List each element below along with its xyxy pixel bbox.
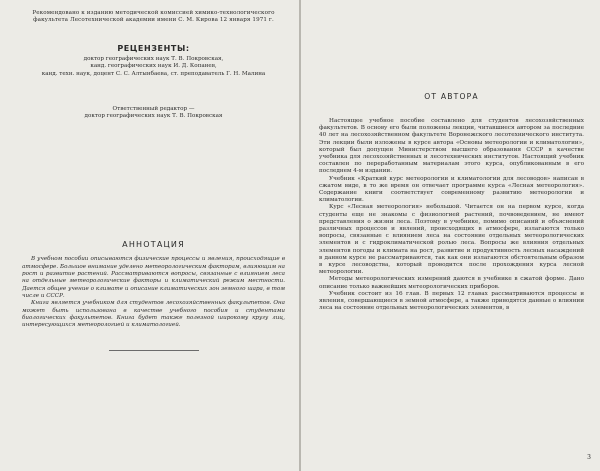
page-number: 3 <box>587 454 591 461</box>
preface-paragraph: Учебник состоит из 16 глав. В первых 12 главах рассматриваются процессы и явления, совершающиеся в земной атмосфере, а также приводятся данные о влиянии леса на состояние отдельных метеорологических элементов, в <box>319 290 584 312</box>
reviewer-line: канд. техн. наук, доцент С. С. Алтынбаева, ст. преподаватель Г. Н. Малина <box>41 70 266 77</box>
preface-paragraph: Учебник «Краткий курс метеорологии и климатологии для лесоводов» написан в сжатом виде, в то же время он отвечает программе курса «Лесная метеорология». Содержание книги соответствует современному развитию метеорологии и климатологии. <box>319 175 584 204</box>
reviewers-list <box>22 56 285 78</box>
annotation-text <box>22 256 285 329</box>
preface-paragraph: Настоящее учебное пособие составлено для студентов лесохозяйственных факультетов. В основу его были положены лекции, читавшиеся автором за последние 40 лет на лесохозяйственном факультете Воронежского лесотехнического института. Эти лекции были изложены в курсе автора «Основы метеорологии и климатологии», который был допущен Министерством высшего образования СССР в качестве учебника для лесохозяйственных и лесотехнических институтов. Настоящий учебник составлен по переработанным материалам этого курса, опубликованным в его последнем 4-м издании. <box>319 118 584 175</box>
reviewer-line: канд. географических наук И. Д. Копанев, <box>90 63 217 70</box>
annotation-paragraph: Книга является учебником для студентов лесохозяйственных факультетов. Она может быть использована в качестве учебного пособия и студентами биологических факультетов. Книга будет также полезной широкому кругу лиц, интересующихся метеорологией и климатологией. <box>22 300 285 329</box>
preface-paragraph: Методы метеорологических измерений даются в учебнике в сжатой форме. Дано описание только важнейших метеорологических приборов. <box>319 276 584 290</box>
editor-line: доктор географических наук Т. В. Покровская <box>84 113 223 119</box>
preface-paragraph: Курс «Лесная метеорология» небольшой. Читается он на первом курсе, когда студенты еще не знакомы с физиологией растений, почвоведением, не имеют представления о жизни леса. Поэтому в учебнике, помимо описаний и объяснений различных процессов и явлений, происходящих в атмосфере, излагаются только вопросы, связанные с влиянием леса на состояние отдельных метеорологических элементов и с гидроклиматической ролью леса. Вопросы же влияния отдельных элементов погоды и климата на рост, развитие и продуктивность лесных насаждений в данном курсе не рассматриваются, так как они излагаются обстоятельным образом в курсе лесоводства, который проводится после прохождения курса лесной метеорологии. <box>319 204 584 276</box>
approval-note: Рекомендовано к изданию методической комиссией химико-технологического факультета Лесотехнической академии имени С. М. Кирова 12 января 1971 г. <box>32 10 275 24</box>
preface-heading: ОТ АВТОРА <box>424 92 479 101</box>
annotation-heading: АННОТАЦИЯ <box>122 240 185 250</box>
reviewer-line: доктор географических наук Т. В. Покровская, <box>83 56 224 63</box>
right-page <box>301 0 600 471</box>
annotation-paragraph: В учебном пособии описываются физические процессы и явления, происходящие в атмосфере. Большое внимание уделено метеорологическим факторам, влияющим на рост и развитие растений. Рассматриваются вопросы, связанные с влиянием леса на отдельные метеорологические факторы и климатический режим местности. Дается общее учение о климате и описание климатических зон земного шара, в том числе и СССР. <box>22 256 285 299</box>
editor-line: Ответственный редактор — <box>112 105 195 112</box>
responsible-editor <box>22 106 285 120</box>
preface-text <box>319 118 584 312</box>
reviewers-heading: РЕЦЕНЗЕНТЫ: <box>117 44 190 54</box>
left-page <box>0 0 299 471</box>
divider-rule <box>109 350 199 351</box>
